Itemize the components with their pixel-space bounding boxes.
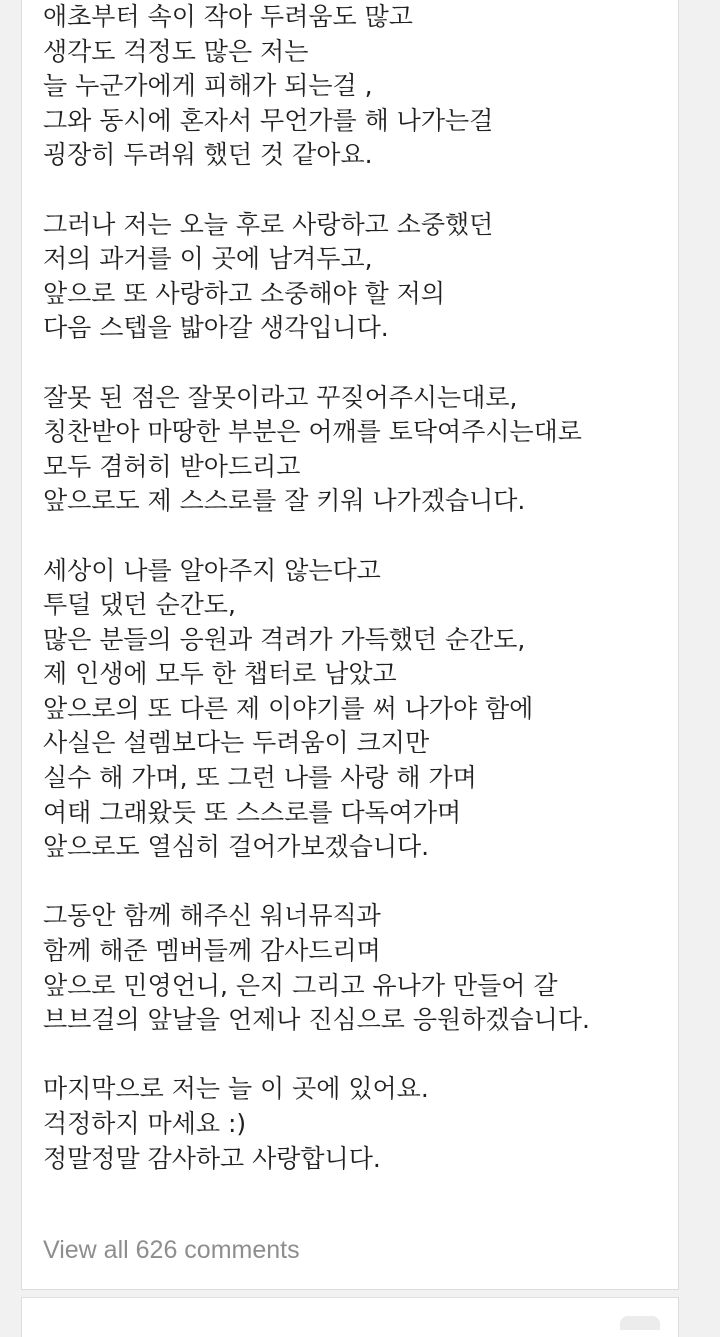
post-card bbox=[21, 0, 679, 1290]
paragraph-spacer bbox=[43, 865, 673, 900]
caption-line: 투덜 댔던 순간도, bbox=[43, 590, 236, 620]
caption-line: 그러나 저는 오늘 후로 사랑하고 소중했던 bbox=[43, 209, 494, 239]
paragraph-spacer bbox=[43, 519, 673, 554]
caption-line: 잘못 된 점은 잘못이라고 꾸짖어주시는대로, bbox=[43, 382, 518, 412]
caption-paragraph bbox=[43, 208, 673, 346]
caption-line: 저의 과거를 이 곳에 남겨두고, bbox=[43, 244, 373, 274]
caption-line: 앞으로도 제 스스로를 잘 키워 나가겠습니다. bbox=[43, 486, 526, 516]
caption-line: 그동안 함께 해주신 워너뮤직과 bbox=[43, 901, 381, 931]
caption-line: 많은 분들의 응원과 격려가 가득했던 순간도, bbox=[43, 624, 526, 654]
caption-line: 모두 겸허히 받아드리고 bbox=[43, 451, 301, 481]
caption-line: 칭찬받아 마땅한 부분은 어깨를 토닥여주시는대로 bbox=[43, 417, 582, 447]
paragraph-spacer bbox=[43, 173, 673, 208]
caption-line: 애초부터 속이 작아 두려움도 많고 bbox=[43, 2, 413, 31]
caption-line: 걱정하지 마세요 :) bbox=[43, 1109, 247, 1138]
caption-line: 생각도 걱정도 많은 저는 bbox=[43, 36, 309, 66]
caption-line: 늘 누군가에게 피해가 되는걸 , bbox=[43, 71, 373, 101]
caption-line: 사실은 설렘보다는 두려움이 크지만 bbox=[43, 728, 430, 758]
caption-line: 앞으로도 열심히 걸어가보겠습니다. bbox=[43, 832, 430, 862]
caption-paragraph bbox=[43, 381, 673, 519]
caption-paragraph bbox=[43, 899, 673, 1037]
caption-line: 실수 해 가며, 또 그런 나를 사랑 해 가며 bbox=[43, 763, 477, 793]
caption-line: 함께 해준 멤버들께 감사드리며 bbox=[43, 936, 381, 966]
caption-line: 마지막으로 저는 늘 이 곳에 있어요. bbox=[43, 1074, 429, 1104]
paragraph-spacer bbox=[43, 1038, 673, 1073]
caption-line: 브브걸의 앞날을 언제나 진심으로 응원하겠습니다. bbox=[43, 1005, 590, 1035]
next-post-card bbox=[21, 1297, 679, 1337]
caption-line: 앞으로의 또 다른 제 이야기를 써 나가야 함에 bbox=[43, 693, 534, 723]
caption-paragraph bbox=[43, 0, 673, 173]
caption-line: 제 인생에 모두 한 챕터로 남았고 bbox=[43, 659, 397, 689]
caption-paragraph bbox=[43, 1072, 673, 1176]
view-all-comments-link[interactable]: View all 626 comments bbox=[43, 1236, 300, 1264]
caption-line: 여태 그래왔듯 또 스스로를 다독여가며 bbox=[43, 797, 462, 827]
caption-line: 앞으로 민영언니, 은지 그리고 유나가 만들어 갈 bbox=[43, 970, 558, 1000]
caption-line: 그와 동시에 혼자서 무언가를 해 나가는걸 bbox=[43, 105, 494, 135]
caption-line: 세상이 나를 알아주지 않는다고 bbox=[43, 555, 381, 585]
caption-line: 다음 스텝을 밟아갈 생각입니다. bbox=[43, 313, 389, 343]
caption-line: 굉장히 두려워 했던 것 같아요. bbox=[43, 140, 373, 170]
more-icon[interactable] bbox=[620, 1316, 660, 1330]
caption-line: 정말정말 감사하고 사랑합니다. bbox=[43, 1143, 381, 1173]
caption-paragraph bbox=[43, 554, 673, 865]
caption-line: 앞으로 또 사랑하고 소중해야 할 저의 bbox=[43, 278, 445, 308]
paragraph-spacer bbox=[43, 346, 673, 381]
post-caption bbox=[43, 0, 673, 1176]
